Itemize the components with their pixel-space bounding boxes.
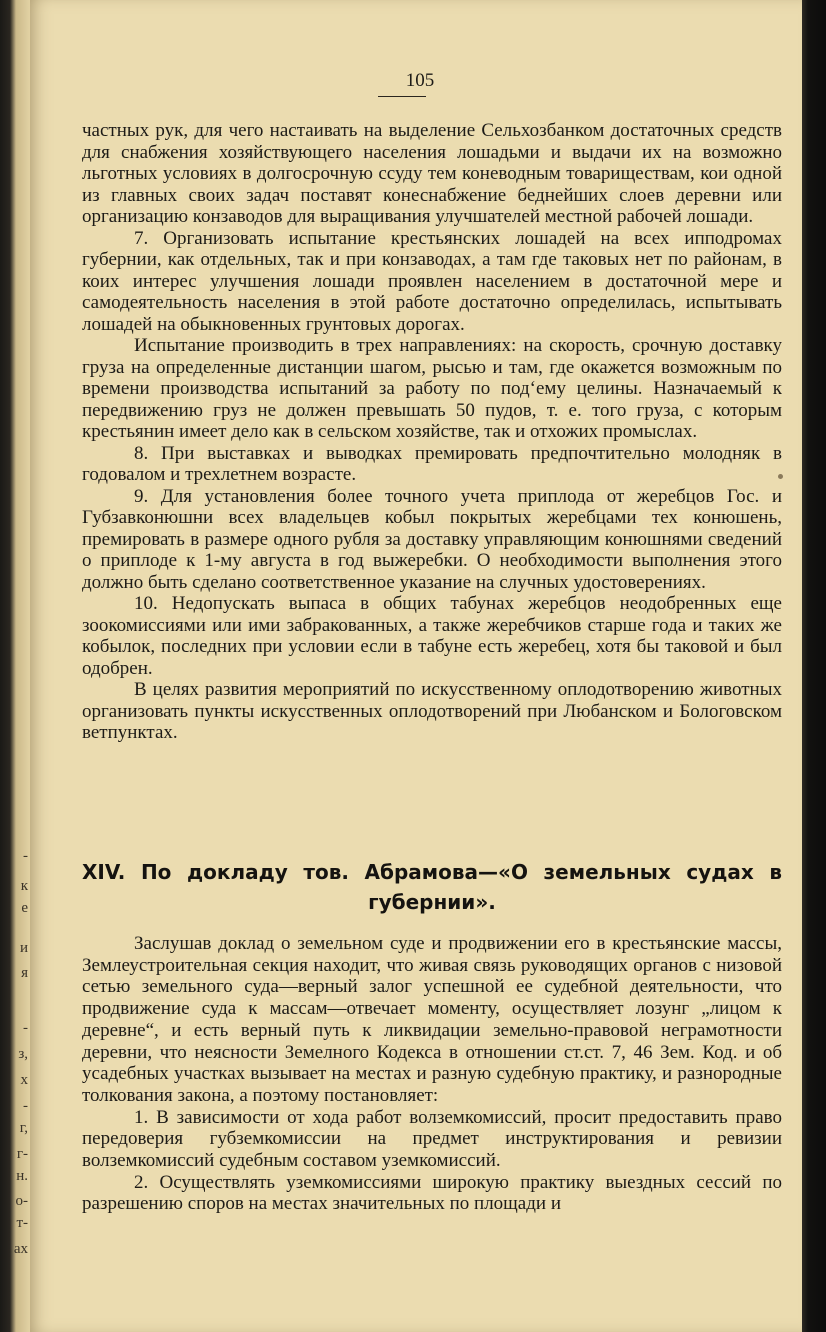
section-heading-line-2: губернии». — [368, 890, 496, 914]
previous-page-fragment: - — [23, 1020, 28, 1036]
paragraph-resolution-item-1: 1. В зависимости от хода работ волземкомиссий, просит предоставить право передоверия губземкомиссии на предмет инструктирования и ревизии волземкомиссий судебным составом уземкомиссий. — [82, 1106, 782, 1172]
previous-page-fragment: - — [23, 1098, 28, 1114]
paragraph-item-10: 10. Недопускать выпаса в общих табунах жеребцов неодобренных еще зоокомиссиями или ими забракованных, а также жеребчиков старше года и таких же кобылок, последних при условии если в табуне есть жеребец, хотя бы таковой и был одобрен. — [82, 593, 782, 679]
scanner-background — [802, 0, 826, 1332]
previous-page-fragment: я — [21, 965, 28, 981]
paragraph-item-9: 9. Для установления более точного учета приплода от жеребцов Гос. и Губзавконюшни всех владельцев кобыл покрытых жеребцами тех конюшень, премировать в размере одного рубля за доставку управляющим конюшнями сведений о приплоде к 1-му августа в год выжеребки. О необходимости выполнения этого должно быть сделано соответственное указание на случных удостоверениях. — [82, 485, 782, 593]
previous-page-fragment: и — [19, 940, 28, 956]
paragraph-resolution-item-2: 2. Осуществлять уземкомиссиями широкую практику выездных сессий по разрешению споров на местах значительных по площади и — [82, 1171, 782, 1215]
previous-page-fragment: - — [23, 848, 28, 864]
previous-page-fragment: х — [20, 1072, 28, 1088]
paragraph-resolution: Заслушав доклад о земельном суде и продвижении его в крестьянские массы, Землеустроительная секция находит, что живая связь руководящих органов с низовой сетью земельного суда—верный залог успешной ее судебной деятельности, что продвижение суда к массам—отвечает моменту, осуществляет лозунг „лицом к деревне“, и есть верный путь к ликвидации земельно-правовой неграмотности деревни, что неясности Земелного Кодекса в отношении ст.ст. 7, 46 Зем. Код. и об усадебных участках вызывает на местах и разную судебную практику, и разнородные толкования закона, а поэтому постановляет: — [82, 933, 782, 1106]
document-page — [30, 0, 802, 1332]
previous-page-fragment: о- — [15, 1193, 28, 1209]
paragraph-item-7: 7. Организовать испытание крестьянских лошадей на всех ипподромах губернии, как отдельных, так и при конзаводах, а там где таковых нет по районам, в коих интерес улучшения лошади проявлен населением в достаточной мере и самодеятельность населения в этой работе достаточно определилась, испытывать лошадей на обыкновенных грунтовых дорогах. — [82, 227, 782, 335]
previous-page-fragment: к — [20, 878, 28, 894]
page-number-rule — [378, 96, 426, 97]
paragraph-item-8: 8. При выставках и выводках премировать предпочтительно молодняк в годовалом и трехлетнем возрасте. — [82, 442, 782, 485]
previous-page-fragment: г, — [19, 1120, 28, 1136]
paragraph-continuation: частных рук, для чего настаивать на выделение Сельхозбанком достаточных средств для снабжения хозяйствующего населения лошадьми и выдачи их на возможно льготных условиях в долгосрочную ссуду тем коневодным товариществам, кои одной из главных своих задач поставят конеснабжение беднейших слоев деревни или организацию конзаводов для выращивания улучшателей местной рабочей лошади. — [82, 120, 782, 227]
paragraph-testing: Испытание производить в трех направлениях: на скорость, срочную доставку груза на определенные дистанции шагом, рысью и там, где окажется возможным по времени производства испытаний за работу по под‘ему целины. Назначаемый к передвижению груз не должен превышать 50 пудов, т. е. того груза, с которым крестьянин имеет дело как в сельском хозяйстве, так и отхожих промыслах. — [82, 335, 782, 442]
previous-page-fragment: ах — [13, 1241, 28, 1257]
section-one-text — [82, 120, 782, 744]
paper-speck — [778, 474, 783, 479]
section-two-text — [82, 933, 782, 1215]
section-heading — [82, 857, 782, 917]
paragraph-artificial-insemination: В целях развития мероприятий по искусственному оплодотворению животных организовать пункты искусственных оплодотворений при Любанском и Бологовском ветпунктах. — [82, 679, 782, 743]
section-heading-line-1: XIV. По докладу тов. Абрамова—«О земельных судах в — [82, 860, 782, 884]
previous-page-fragment: г- — [16, 1146, 28, 1162]
previous-page-fragment: е — [21, 900, 28, 916]
page-number: 105 — [405, 70, 435, 91]
previous-page-fragment: з, — [18, 1046, 28, 1062]
previous-page-fragment: т- — [16, 1215, 28, 1231]
previous-page-fragment: н. — [16, 1168, 28, 1184]
